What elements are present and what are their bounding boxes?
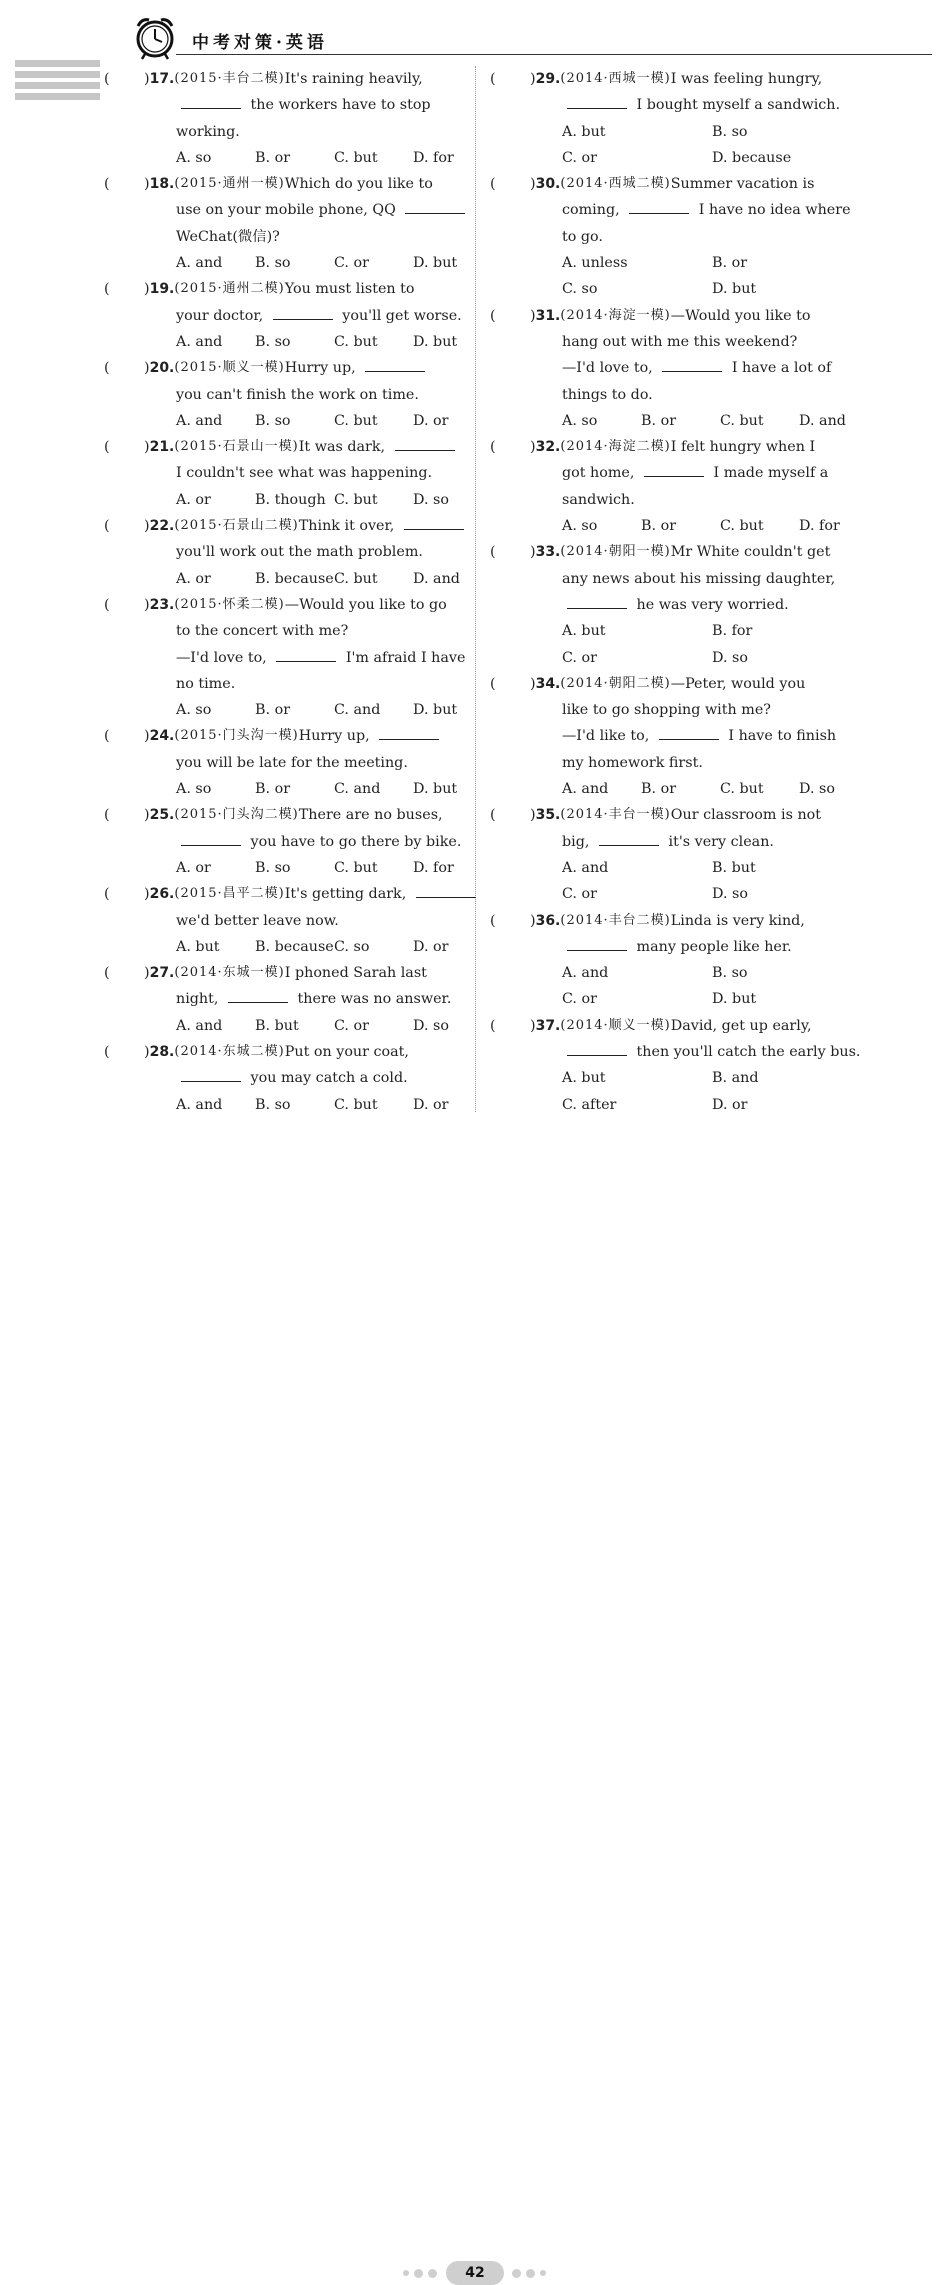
- answer-paren-close: ): [530, 544, 536, 561]
- question-number: 36.: [535, 912, 561, 929]
- options-row: [490, 776, 950, 802]
- answer-paren: (: [490, 675, 496, 692]
- question-source: (2015·门头沟二模): [174, 807, 299, 823]
- question-text: got home, I made myself a: [490, 460, 950, 486]
- answer-option: B. but: [255, 1017, 299, 1034]
- question-source: (2014·顺义一模): [560, 1017, 671, 1033]
- answer-option: A. so: [176, 702, 212, 719]
- answer-option: D. but: [712, 991, 757, 1008]
- question-text: you can't finish the work on time.: [176, 386, 419, 403]
- question-source: (2014·西城二模): [560, 176, 671, 192]
- question-item: [490, 66, 950, 171]
- answer-option: D. because: [712, 149, 792, 166]
- header-title: 中考对策·英语: [192, 33, 328, 53]
- answer-paren-close: ): [144, 176, 150, 193]
- question-number: 30.: [535, 176, 561, 193]
- answer-option: C. or: [562, 991, 597, 1008]
- answer-paren-close: ): [144, 596, 150, 613]
- answer-paren-close: ): [530, 71, 536, 87]
- answer-paren-close: ): [530, 307, 536, 324]
- answer-option: C. or: [334, 1017, 369, 1034]
- question-item: [490, 539, 950, 670]
- answer-option: D. or: [712, 1096, 748, 1113]
- answer-option: A. but: [176, 938, 220, 955]
- question-text: —Would you like to: [670, 307, 811, 324]
- answer-option: B. or: [255, 781, 291, 798]
- answer-option: A. and: [176, 1096, 223, 1113]
- answer-option: C. or: [334, 255, 369, 272]
- question-text: Mr White couldn't get: [670, 544, 831, 561]
- answer-blank: [567, 936, 627, 951]
- question-text: he was very worried.: [490, 592, 950, 618]
- answer-option: B. because: [255, 938, 334, 955]
- options-row: [490, 145, 950, 171]
- answer-option: D. but: [413, 702, 458, 719]
- question-number: 18.: [149, 176, 175, 193]
- options-row: [490, 250, 950, 276]
- alarm-clock-icon: [132, 14, 178, 60]
- answer-paren: (: [490, 1017, 496, 1034]
- question-first-line: [490, 303, 950, 329]
- answer-option: C. but: [334, 333, 378, 350]
- answer-option: D. and: [799, 412, 846, 429]
- answer-option: A. unless: [562, 255, 628, 272]
- answer-option: A. so: [562, 412, 598, 429]
- question-source: (2014·西城一模): [560, 71, 671, 86]
- answer-option: C. or: [562, 649, 597, 666]
- question-first-line: [490, 434, 950, 460]
- question-number: 21.: [149, 439, 175, 456]
- question-text: then you'll catch the early bus.: [490, 1039, 950, 1065]
- question-source: (2015·丰台二模): [174, 71, 285, 86]
- question-text: I felt hungry when I: [670, 439, 816, 456]
- answer-option: B. for: [712, 623, 753, 640]
- question-number: 17.: [149, 71, 175, 87]
- question-source: (2014·海淀一模): [560, 307, 671, 323]
- question-text: use on your mobile phone, QQ: [104, 197, 574, 223]
- question-source: (2015·怀柔二模): [174, 596, 285, 612]
- answer-blank: [659, 725, 719, 740]
- options-row: [490, 881, 950, 907]
- answer-option: D. so: [799, 781, 835, 798]
- answer-option: D. for: [799, 518, 840, 535]
- answer-option: B. or: [255, 149, 291, 166]
- answer-paren: (: [104, 886, 110, 903]
- question-source: (2015·昌平二模): [174, 886, 285, 902]
- answer-paren: (: [490, 544, 496, 561]
- question-text: Hurry up,: [299, 723, 444, 749]
- answer-paren-close: ): [144, 71, 150, 87]
- question-text: things to do.: [562, 386, 653, 403]
- question-text: night, there was no answer.: [104, 986, 574, 1012]
- answer-option: D. but: [413, 333, 458, 350]
- answer-option: A. and: [176, 1017, 223, 1034]
- answer-paren: (: [104, 728, 110, 745]
- answer-paren-close: ): [144, 281, 150, 298]
- question-source: (2014·东城二模): [174, 1043, 285, 1059]
- answer-option: B. or: [641, 781, 677, 798]
- question-source: (2015·顺义一模): [174, 360, 285, 376]
- question-item: [490, 171, 950, 302]
- answer-blank: [181, 831, 241, 846]
- question-text: It's raining heavily,: [284, 71, 423, 87]
- answer-paren: (: [104, 807, 110, 824]
- question-number: 19.: [149, 281, 175, 298]
- question-first-line: [490, 802, 950, 828]
- answer-paren-close: ): [144, 886, 150, 903]
- answer-option: B. because: [255, 570, 334, 587]
- question-text: many people like her.: [490, 934, 950, 960]
- options-row: [490, 276, 950, 302]
- answer-option: A. and: [176, 333, 223, 350]
- question-text: There are no buses,: [298, 807, 443, 824]
- question-text: you'll work out the math problem.: [176, 544, 423, 561]
- footer-dot: [403, 2270, 409, 2276]
- answer-paren-close: ): [530, 439, 536, 456]
- right-column: [490, 66, 950, 1118]
- question-source: (2014·东城一模): [174, 965, 285, 981]
- answer-option: A. so: [176, 781, 212, 798]
- answer-option: A. so: [176, 149, 212, 166]
- page-footer: [0, 1130, 950, 2281]
- answer-option: B. so: [255, 412, 291, 429]
- answer-blank: [567, 94, 627, 109]
- question-number: 25.: [149, 807, 175, 824]
- answer-option: B. though: [255, 491, 326, 508]
- answer-option: D. for: [413, 149, 454, 166]
- answer-option: B. but: [712, 859, 756, 876]
- question-source: (2014·朝阳一模): [560, 544, 671, 560]
- answer-option: D. so: [413, 491, 449, 508]
- question-text: we'd better leave now.: [176, 912, 339, 929]
- answer-paren: (: [104, 71, 110, 87]
- question-text: your doctor, you'll get worse.: [104, 303, 574, 329]
- question-source: (2015·石景山二模): [174, 518, 299, 534]
- question-text: you have to go there by bike.: [104, 829, 574, 855]
- answer-blank: [276, 647, 336, 662]
- question-text: big, it's very clean.: [490, 829, 950, 855]
- question-text: —I'd love to, I have a lot of: [490, 355, 950, 381]
- answer-option: B. so: [712, 123, 748, 140]
- answer-blank: [416, 883, 476, 898]
- question-source: (2014·丰台二模): [560, 912, 671, 928]
- answer-paren-close: ): [144, 360, 150, 377]
- answer-option: B. or: [641, 518, 677, 535]
- answer-option: D. for: [413, 859, 454, 876]
- answer-blank: [181, 94, 241, 109]
- answer-option: C. so: [334, 938, 370, 955]
- question-number: 37.: [535, 1017, 561, 1034]
- question-text: I couldn't see what was happening.: [176, 465, 433, 482]
- options-row: [490, 1092, 950, 1118]
- answer-paren-close: ): [144, 728, 150, 745]
- answer-option: C. but: [720, 781, 764, 798]
- question-number: 29.: [535, 71, 561, 87]
- footer-dot: [540, 2270, 546, 2276]
- question-number: 23.: [149, 596, 175, 613]
- answer-option: B. so: [255, 255, 291, 272]
- answer-paren-close: ): [144, 807, 150, 824]
- question-text: Hurry up,: [285, 355, 430, 381]
- answer-option: D. so: [413, 1017, 449, 1034]
- question-number: 32.: [535, 439, 561, 456]
- options-row: [490, 618, 950, 644]
- answer-option: A. and: [176, 255, 223, 272]
- answer-option: C. and: [334, 781, 381, 798]
- answer-option: A. but: [562, 1070, 606, 1087]
- answer-blank: [395, 436, 455, 451]
- answer-option: C. or: [562, 149, 597, 166]
- question-item: [490, 303, 950, 434]
- footer-dot: [414, 2269, 423, 2278]
- answer-blank: [629, 199, 689, 214]
- question-first-line: [490, 1013, 950, 1039]
- answer-option: D. or: [413, 938, 449, 955]
- question-text: working.: [176, 123, 240, 140]
- question-number: 28.: [149, 1043, 175, 1060]
- answer-option: A. so: [562, 518, 598, 535]
- answer-blank: [644, 462, 704, 477]
- answer-option: C. but: [334, 859, 378, 876]
- question-source: (2015·石景山一模): [174, 439, 299, 455]
- options-row: [490, 986, 950, 1012]
- answer-paren-close: ): [530, 1017, 536, 1034]
- answer-paren-close: ): [530, 176, 536, 193]
- answer-option: B. and: [712, 1070, 759, 1087]
- answer-option: C. so: [562, 281, 598, 298]
- answer-blank: [567, 1041, 627, 1056]
- answer-paren-close: ): [530, 912, 536, 929]
- answer-option: C. after: [562, 1096, 617, 1113]
- answer-option: B. or: [255, 702, 291, 719]
- answer-option: A. and: [562, 781, 609, 798]
- answer-option: C. but: [334, 1096, 378, 1113]
- question-item: [490, 908, 950, 1013]
- answer-option: C. but: [334, 491, 378, 508]
- question-number: 34.: [535, 675, 561, 692]
- footer-dot: [512, 2269, 521, 2278]
- question-item: [490, 671, 950, 802]
- answer-option: A. and: [562, 965, 609, 982]
- answer-paren: (: [104, 439, 110, 456]
- answer-option: A. but: [562, 123, 606, 140]
- footer-dot: [428, 2269, 437, 2278]
- question-text: sandwich.: [562, 491, 635, 508]
- answer-paren-close: ): [144, 439, 150, 456]
- answer-option: A. or: [176, 570, 211, 587]
- question-first-line: [490, 66, 950, 92]
- answer-paren-close: ): [530, 675, 536, 692]
- answer-option: D. but: [413, 781, 458, 798]
- question-number: 27.: [149, 965, 175, 982]
- options-row: [490, 119, 950, 145]
- question-text: I phoned Sarah last: [284, 965, 427, 982]
- answer-option: A. or: [176, 491, 211, 508]
- answer-option: A. but: [562, 623, 606, 640]
- question-item: [490, 802, 950, 907]
- question-text: David, get up early,: [670, 1017, 812, 1034]
- answer-paren: (: [490, 176, 496, 193]
- question-number: 24.: [149, 728, 175, 745]
- answer-blank: [181, 1067, 241, 1082]
- question-text: It was dark,: [299, 434, 460, 460]
- question-text: WeChat(微信)?: [176, 228, 280, 245]
- answer-option: C. but: [334, 570, 378, 587]
- question-source: (2015·通州一模): [174, 176, 285, 192]
- question-text: to go.: [562, 228, 603, 245]
- answer-paren: (: [104, 1043, 110, 1060]
- question-source: (2015·通州二模): [174, 281, 285, 297]
- question-text: —Peter, would you: [670, 675, 806, 692]
- answer-paren: (: [490, 912, 496, 929]
- answer-blank: [379, 725, 439, 740]
- question-first-line: [490, 539, 950, 565]
- question-first-line: [490, 908, 950, 934]
- answer-option: C. but: [720, 518, 764, 535]
- question-text: You must listen to: [284, 281, 415, 298]
- answer-blank: [365, 357, 425, 372]
- question-text: Put on your coat,: [284, 1043, 409, 1060]
- question-text: my homework first.: [562, 754, 703, 771]
- answer-blank: [662, 357, 722, 372]
- answer-paren: (: [104, 176, 110, 193]
- answer-paren: (: [104, 596, 110, 613]
- question-text: —I'd like to, I have to finish: [490, 723, 950, 749]
- question-text: coming, I have no idea where: [490, 197, 950, 223]
- answer-option: D. so: [712, 649, 748, 666]
- question-text: Which do you like to: [284, 176, 433, 193]
- question-text: hang out with me this weekend?: [562, 333, 798, 350]
- answer-paren: (: [490, 439, 496, 456]
- question-text: the workers have to stop: [104, 92, 574, 118]
- answer-option: C. and: [334, 702, 381, 719]
- question-source: (2014·海淀二模): [560, 439, 671, 455]
- question-number: 33.: [535, 544, 561, 561]
- question-text: I bought myself a sandwich.: [490, 92, 950, 118]
- answer-paren: (: [104, 965, 110, 982]
- answer-paren: (: [490, 807, 496, 824]
- answer-blank: [567, 594, 627, 609]
- answer-paren: (: [490, 71, 496, 87]
- question-number: 26.: [149, 886, 175, 903]
- question-first-line: [490, 671, 950, 697]
- answer-option: D. or: [413, 412, 449, 429]
- question-number: 31.: [535, 307, 561, 324]
- header-rule: [176, 54, 932, 55]
- answer-option: B. so: [712, 965, 748, 982]
- answer-option: A. and: [176, 412, 223, 429]
- answer-blank: [404, 515, 464, 530]
- decorative-stripes: [15, 60, 100, 104]
- answer-option: B. so: [255, 333, 291, 350]
- question-source: (2014·朝阳二模): [560, 675, 671, 691]
- question-number: 35.: [535, 807, 561, 824]
- question-text: no time.: [176, 675, 236, 692]
- question-number: 22.: [149, 518, 175, 535]
- question-text: to the concert with me?: [176, 623, 349, 640]
- question-text: I was feeling hungry,: [670, 71, 823, 87]
- question-text: you will be late for the meeting.: [176, 754, 408, 771]
- question-text: Summer vacation is: [670, 176, 815, 193]
- answer-option: A. and: [562, 859, 609, 876]
- answer-paren: (: [104, 281, 110, 298]
- answer-option: D. but: [413, 255, 458, 272]
- options-row: [490, 855, 950, 881]
- question-first-line: [490, 171, 950, 197]
- answer-blank: [599, 831, 659, 846]
- answer-option: B. or: [641, 412, 677, 429]
- answer-option: C. but: [720, 412, 764, 429]
- answer-option: B. or: [712, 255, 748, 272]
- question-source: (2015·门头沟一模): [174, 728, 299, 744]
- question-number: 20.: [149, 360, 175, 377]
- question-item: [490, 1013, 950, 1118]
- answer-option: C. but: [334, 149, 378, 166]
- options-row: [490, 513, 950, 539]
- question-text: like to go shopping with me?: [562, 702, 771, 719]
- answer-paren: (: [490, 307, 496, 324]
- question-text: It's getting dark,: [285, 881, 481, 907]
- answer-option: A. or: [176, 859, 211, 876]
- answer-paren-close: ): [530, 807, 536, 824]
- answer-blank: [228, 988, 288, 1003]
- footer-dot: [526, 2269, 535, 2278]
- question-text: Think it over,: [299, 513, 469, 539]
- answer-paren: (: [104, 360, 110, 377]
- question-text: —Would you like to go: [284, 596, 447, 613]
- options-row: [490, 1065, 950, 1091]
- question-text: you may catch a cold.: [104, 1065, 574, 1091]
- answer-paren-close: ): [144, 518, 150, 535]
- answer-option: D. or: [413, 1096, 449, 1113]
- answer-blank: [273, 305, 333, 320]
- answer-option: D. and: [413, 570, 460, 587]
- options-row: [490, 960, 950, 986]
- question-text: Linda is very kind,: [670, 912, 805, 929]
- answer-option: C. or: [562, 886, 597, 903]
- answer-option: D. but: [712, 281, 757, 298]
- question-text: Our classroom is not: [670, 807, 822, 824]
- answer-option: C. but: [334, 412, 378, 429]
- answer-blank: [405, 199, 465, 214]
- page-header: [0, 0, 950, 62]
- answer-paren: (: [104, 518, 110, 535]
- options-row: [490, 408, 950, 434]
- question-text: —I'd love to, I'm afraid I have: [104, 645, 574, 671]
- options-row: [490, 645, 950, 671]
- question-text: any news about his missing daughter,: [562, 570, 836, 587]
- page-number: 42: [446, 2261, 504, 2285]
- question-source: (2014·丰台一模): [560, 807, 671, 823]
- answer-option: B. so: [255, 859, 291, 876]
- question-item: [490, 434, 950, 539]
- answer-paren-close: ): [144, 965, 150, 982]
- answer-option: D. so: [712, 886, 748, 903]
- answer-option: B. so: [255, 1096, 291, 1113]
- answer-paren-close: ): [144, 1043, 150, 1060]
